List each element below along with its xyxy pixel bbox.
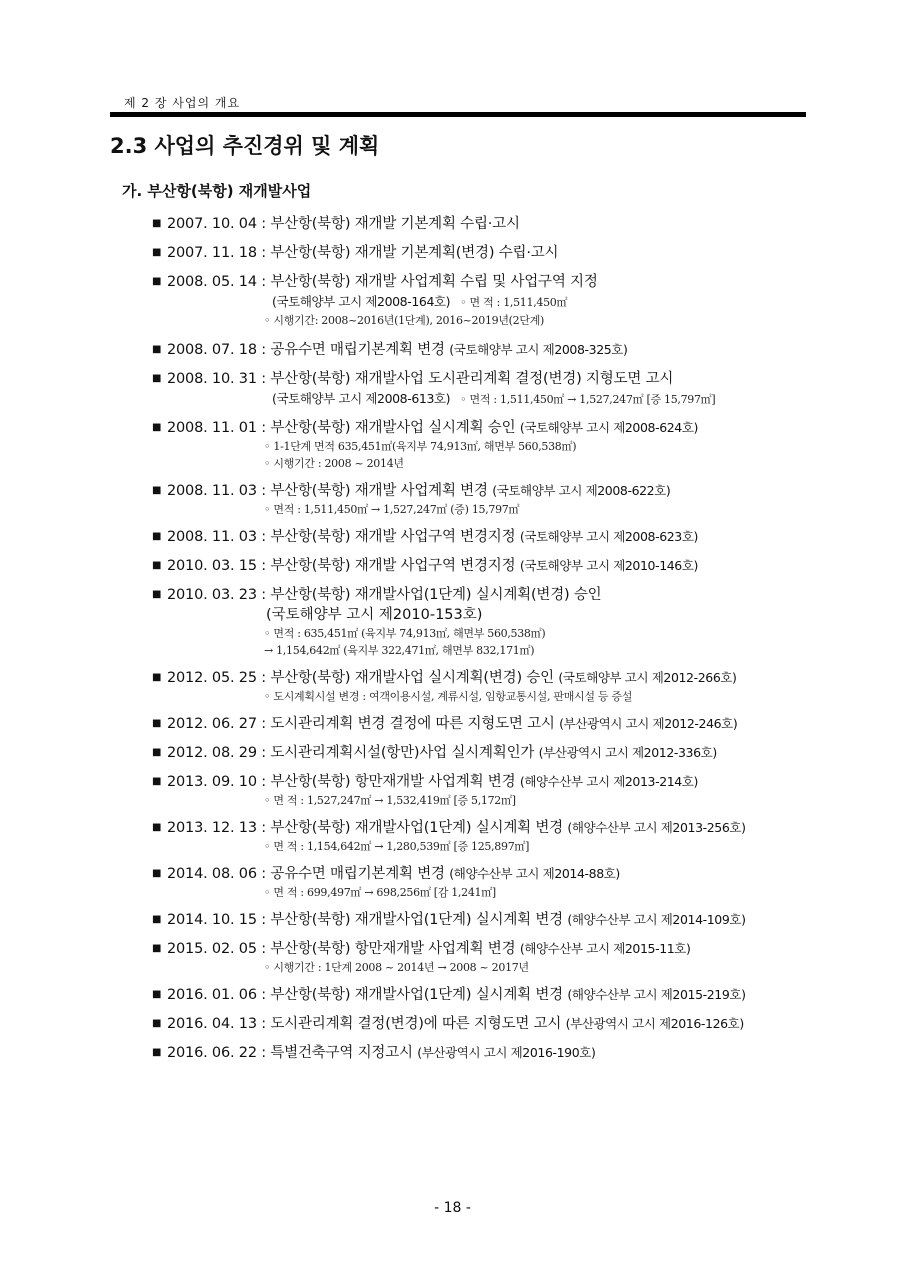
entry-text: 부산항(북항) 재개발사업 실시계획 승인 <box>270 420 516 436</box>
history-entry <box>152 714 802 734</box>
entry-separator: : <box>256 866 271 882</box>
entry-continuation <box>152 389 802 409</box>
entry-reference: (부산광역시 고시 제2012-246호) <box>559 716 738 731</box>
entry-text: 부산항(북항) 항만재개발 사업계획 변경 <box>270 941 516 957</box>
entry-detail: ◦ 면 적 : 1,527,247㎡ → 1,532,419㎡ [증 5,172㎡] <box>264 794 516 807</box>
history-entry <box>152 818 802 855</box>
entry-main-line <box>152 527 802 547</box>
entry-separator: : <box>256 820 271 836</box>
entry-text: 부산항(북항) 재개발사업(1단계) 실시계획 변경 <box>270 912 563 928</box>
entry-reference: (국토해양부 고시 제2008-613호) <box>272 391 451 406</box>
entry-date: 2016. 06. 22 <box>167 1045 257 1061</box>
entry-main-line <box>152 743 802 763</box>
entry-separator: : <box>256 670 271 686</box>
entry-date: 2012. 06. 27 <box>167 716 257 732</box>
history-entry <box>152 243 802 263</box>
entry-reference: (해양수산부 고시 제2015-219호) <box>567 987 746 1002</box>
entry-date: 2010. 03. 15 <box>167 558 257 574</box>
entry-reference: (해양수산부 고시 제2014-88호) <box>449 866 620 881</box>
bullet-icon: ■ <box>152 531 162 542</box>
bullet-icon: ■ <box>152 247 162 258</box>
history-entry <box>152 1043 802 1063</box>
entry-date: 2008. 10. 31 <box>167 371 257 387</box>
entry-separator: : <box>256 371 271 387</box>
page-number: - 18 - <box>434 1200 471 1216</box>
entry-text: 도시관리계획 결정(변경)에 따른 지형도면 고시 <box>270 1016 562 1032</box>
entry-continuation <box>152 605 802 625</box>
entry-separator: : <box>256 587 271 603</box>
bullet-icon: ■ <box>152 989 162 1000</box>
entry-main-line <box>152 985 802 1005</box>
entry-separator: : <box>256 1016 271 1032</box>
entry-continuation <box>152 292 802 312</box>
entry-detail: ◦ 시행기간 : 1단계 2008 ~ 2014년 → 2008 ~ 2017년 <box>264 961 529 974</box>
entry-main-line <box>152 243 802 263</box>
entry-date: 2013. 09. 10 <box>167 774 257 790</box>
history-entry <box>152 910 802 930</box>
entry-separator: : <box>256 987 271 1003</box>
entry-note: ◦ 면 적 : 1,511,450㎡ <box>460 296 568 309</box>
bullet-icon: ■ <box>152 943 162 954</box>
entry-text: 특별건축구역 지정고시 <box>270 1045 413 1061</box>
entry-main-line <box>152 214 802 234</box>
entry-text: 부산항(북항) 재개발 사업계획 변경 <box>270 483 488 499</box>
entry-main-line <box>152 1043 802 1063</box>
history-entry <box>152 214 802 234</box>
bullet-icon: ■ <box>152 747 162 758</box>
bullet-icon: ■ <box>152 218 162 229</box>
entry-reference: (부산광역시 고시 제2016-126호) <box>565 1016 744 1031</box>
entry-main-line <box>152 272 802 292</box>
entry-detail: ◦ 도시계획시설 변경 : 여객이용시설, 계류시설, 임항교통시설, 판매시설 등 증설 <box>264 690 633 703</box>
entry-main-line <box>152 481 802 501</box>
entry-date: 2016. 04. 13 <box>167 1016 257 1032</box>
entry-text: 부산항(북항) 재개발 사업구역 변경지정 <box>270 529 516 545</box>
entry-reference: (국토해양부 고시 제2008-622호) <box>492 483 671 498</box>
entry-date: 2015. 02. 05 <box>167 941 257 957</box>
entry-main-line <box>152 556 802 576</box>
entry-main-line <box>152 864 802 884</box>
entry-main-line <box>152 772 802 792</box>
history-entry <box>152 772 802 809</box>
history-entry <box>152 1014 802 1034</box>
history-list <box>152 214 802 1072</box>
entry-separator: : <box>256 912 271 928</box>
entry-main-line <box>152 1014 802 1034</box>
bullet-icon: ■ <box>152 1018 162 1029</box>
entry-date: 2010. 03. 23 <box>167 587 257 603</box>
history-entry <box>152 369 802 409</box>
entry-separator: : <box>256 529 271 545</box>
entry-date: 2012. 05. 25 <box>167 670 257 686</box>
entry-date: 2008. 11. 03 <box>167 529 257 545</box>
entry-reference: (국토해양부 고시 제2012-266호) <box>558 670 737 685</box>
subsection-title: 가. 부산항(북항) 재개발사업 <box>122 182 312 200</box>
entry-text: 부산항(북항) 재개발사업 도시관리계획 결정(변경) 지형도면 고시 <box>270 371 674 387</box>
bullet-icon: ■ <box>152 422 162 433</box>
entry-main-line <box>152 418 802 438</box>
entry-text: 부산항(북항) 재개발 기본계획 수립·고시 <box>270 216 520 232</box>
entry-reference: (국토해양부 고시 제2010-153호) <box>266 607 483 623</box>
entry-detail: ◦ 면적 : 635,451㎡ (육지부 74,913㎡, 해면부 560,538㎡) <box>264 627 546 640</box>
entry-text: 부산항(북항) 항만재개발 사업계획 변경 <box>270 774 516 790</box>
entry-separator: : <box>256 774 271 790</box>
entry-separator: : <box>256 216 271 232</box>
section-title: 2.3 사업의 추진경위 및 계획 <box>110 134 380 158</box>
entry-date: 2013. 12. 13 <box>167 820 257 836</box>
entry-reference: (부산광역시 고시 제2016-190호) <box>417 1045 596 1060</box>
entry-main-line <box>152 668 802 688</box>
bullet-icon: ■ <box>152 373 162 384</box>
history-entry <box>152 527 802 547</box>
bullet-icon: ■ <box>152 672 162 683</box>
entry-detail: → 1,154,642㎡ (육지부 322,471㎡, 해면부 832,171㎡) <box>264 644 535 657</box>
entry-separator: : <box>256 745 271 761</box>
entry-text: 공유수면 매립기본계획 변경 <box>270 866 445 882</box>
entry-text: 도시관리계획 변경 결정에 따른 지형도면 고시 <box>270 716 555 732</box>
entry-date: 2008. 11. 01 <box>167 420 257 436</box>
entry-detail: ◦ 면 적 : 1,154,642㎡ → 1,280,539㎡ [증 125,897㎡] <box>264 840 530 853</box>
entry-text: 부산항(북항) 재개발사업 실시계획(변경) 승인 <box>270 670 554 686</box>
entry-separator: : <box>256 716 271 732</box>
entry-text: 부산항(북항) 재개발사업(1단계) 실시계획 변경 <box>270 820 563 836</box>
entry-main-line <box>152 369 802 389</box>
entry-main-line <box>152 939 802 959</box>
history-entry <box>152 864 802 901</box>
bullet-icon: ■ <box>152 276 162 287</box>
entry-date: 2012. 08. 29 <box>167 745 257 761</box>
history-entry <box>152 418 802 472</box>
bullet-icon: ■ <box>152 560 162 571</box>
history-entry <box>152 985 802 1005</box>
entry-detail: ◦ 면 적 : 699,497㎡ → 698,256㎡ [감 1,241㎡] <box>264 886 496 899</box>
entry-text: 부산항(북항) 재개발사업(1단계) 실시계획(변경) 승인 <box>270 587 602 603</box>
bullet-icon: ■ <box>152 776 162 787</box>
entry-detail: ◦ 1-1단계 면적 635,451㎡(육지부 74,913㎡, 해면부 560,538㎡) <box>264 440 577 453</box>
entry-reference: (국토해양부 고시 제2008-623호) <box>519 529 699 544</box>
entry-text: 부산항(북항) 재개발 사업계획 수립 및 사업구역 지정 <box>270 274 598 290</box>
entry-text: 부산항(북항) 재개발사업(1단계) 실시계획 변경 <box>270 987 563 1003</box>
history-entry <box>152 556 802 576</box>
entry-main-line <box>152 818 802 838</box>
entry-date: 2007. 10. 04 <box>167 216 257 232</box>
entry-detail: ◦ 시행기간: 2008~2016년(1단계), 2016~2019년(2단계) <box>264 314 545 327</box>
chapter-header: 제 2 장 사업의 개요 <box>124 96 241 110</box>
entry-reference: (해양수산부 고시 제2014-109호) <box>567 912 746 927</box>
entry-reference: (해양수산부 고시 제2013-256호) <box>567 820 746 835</box>
entry-reference: (국토해양부 고시 제2010-146호) <box>519 558 699 573</box>
bullet-icon: ■ <box>152 589 162 600</box>
entry-separator: : <box>256 274 271 290</box>
entry-separator: : <box>256 558 271 574</box>
entry-date: 2008. 11. 03 <box>167 483 257 499</box>
entry-date: 2014. 08. 06 <box>167 866 257 882</box>
history-entry <box>152 668 802 705</box>
entry-note: ◦ 면적 : 1,511,450㎡ → 1,527,247㎡ [증 15,797㎡] <box>460 393 716 406</box>
entry-date: 2016. 01. 06 <box>167 987 257 1003</box>
entry-separator: : <box>256 941 271 957</box>
history-entry <box>152 481 802 518</box>
bullet-icon: ■ <box>152 344 162 355</box>
entry-date: 2008. 05. 14 <box>167 274 257 290</box>
entry-date: 2007. 11. 18 <box>167 245 257 261</box>
entry-reference: (해양수산부 고시 제2015-11호) <box>519 941 691 956</box>
bullet-icon: ■ <box>152 868 162 879</box>
entry-main-line <box>152 714 802 734</box>
entry-separator: : <box>256 420 271 436</box>
entry-reference: (국토해양부 고시 제2008-325호) <box>449 342 628 357</box>
entry-detail: ◦ 면적 : 1,511,450㎡ → 1,527,247㎡ (증) 15,797㎡ <box>264 503 520 516</box>
entry-main-line <box>152 910 802 930</box>
history-entry <box>152 585 802 659</box>
bullet-icon: ■ <box>152 718 162 729</box>
entry-text: 공유수면 매립기본계획 변경 <box>270 342 445 358</box>
entry-separator: : <box>256 1045 271 1061</box>
bullet-icon: ■ <box>152 485 162 496</box>
entry-reference: (국토해양부 고시 제2008-624호) <box>519 420 699 435</box>
entry-text: 도시관리계획시설(항만)사업 실시계획인가 <box>270 745 535 761</box>
bullet-icon: ■ <box>152 1047 162 1058</box>
entry-separator: : <box>256 245 271 261</box>
entry-separator: : <box>256 483 271 499</box>
bullet-icon: ■ <box>152 914 162 925</box>
entry-text: 부산항(북항) 재개발 기본계획(변경) 수립·고시 <box>270 245 559 261</box>
header-rule <box>110 112 806 117</box>
history-entry <box>152 939 802 976</box>
entry-text: 부산항(북항) 재개발 사업구역 변경지정 <box>270 558 516 574</box>
entry-date: 2008. 07. 18 <box>167 342 257 358</box>
entry-reference: (해양수산부 고시 제2013-214호) <box>519 774 699 789</box>
history-entry <box>152 272 802 329</box>
entry-date: 2014. 10. 15 <box>167 912 257 928</box>
entry-main-line <box>152 585 802 605</box>
entry-separator: : <box>256 342 271 358</box>
entry-main-line <box>152 340 802 360</box>
entry-reference: (국토해양부 고시 제2008-164호) <box>272 294 451 309</box>
history-entry <box>152 340 802 360</box>
bullet-icon: ■ <box>152 822 162 833</box>
history-entry <box>152 743 802 763</box>
entry-reference: (부산광역시 고시 제2012-336호) <box>538 745 717 760</box>
entry-detail: ◦ 시행기간 : 2008 ~ 2014년 <box>264 457 404 470</box>
